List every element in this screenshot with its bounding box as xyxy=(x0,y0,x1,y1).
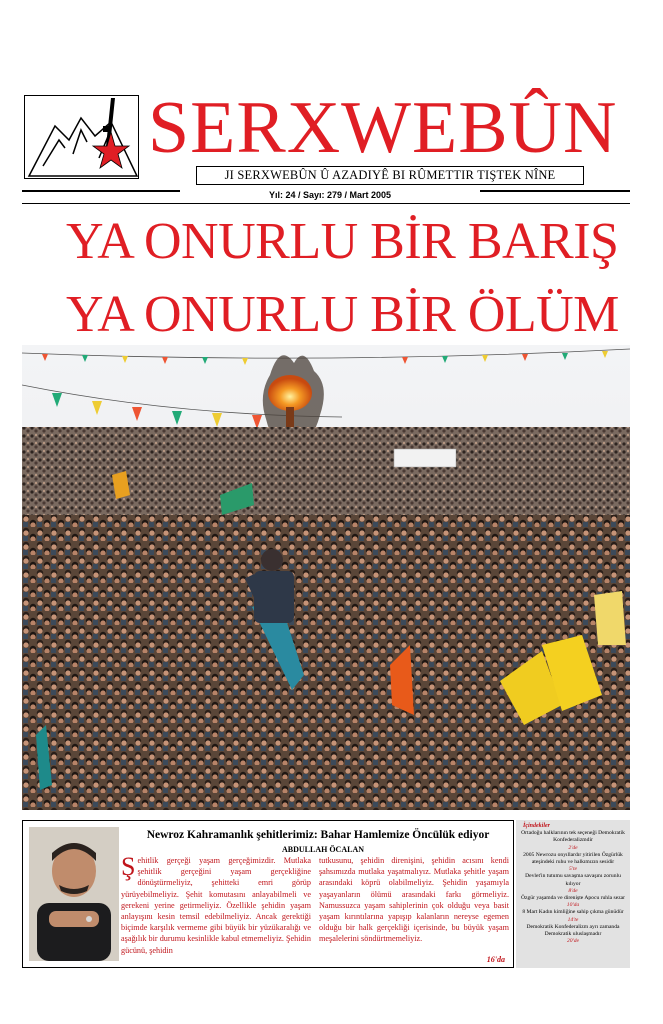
toc-item-text: Özgür yaşamda ve direnişte Apocu ruhla sezar xyxy=(520,895,626,902)
toc-item-text: Ortadoğu halklarının tek seçeneği Demokratik Konfederalizmdir xyxy=(521,830,625,844)
toc-item-page: 14'te xyxy=(567,916,579,923)
masthead-title: SERXWEBÛN xyxy=(148,87,618,169)
lead-article xyxy=(22,820,514,968)
article-text-2: tutkusunu, şehidin direnişini, şehidin acısını kendi şahsımızda mutlaka yaşatmalıyız. Mutlaka şehitle yaşam arasındaki köprü olabilmeliyiz. Şehidin yaşamıyla yaşayanların ölümü arasındaki farkı görmeliyiz. Namussuzca yaşam sahiplerinin çok olduğu veya basit yaşam kırıntılarına yapışıp kalanların nereyse egemen olduğu bir halk gerçekliği içerisinde, bu büyük yaşam meşalelerini söndürtmemeliyiz. xyxy=(319,856,509,944)
toc-item-page: 2'de xyxy=(568,844,578,851)
toc-item-page: 10'da xyxy=(566,902,580,909)
headline-line-1: YA ONURLU BİR BARIŞ xyxy=(66,213,619,270)
toc-item-page: 8'de xyxy=(568,887,578,894)
article-text-1: ehitlik gerçeği yaşam gerçeğimizdir. Mutlaka şehitlik gerçeğini yaşam gerçekliğine dönüştürmeliyiz, şehitteki emri görüp yürüyebilmeliyiz. Şehit komutasını anlayabilmeli ve gerekeni yerine getirmeliyiz. Özellikle şehidin yaşam anlayışını kesin temsil edebilmeliyiz. Ancak gerektiği biçimde karşılık vermeme gibi büyük bir yüzükaralığı ve aşağılık bir durumu kesinlikle kabul etmemeliyiz. Şehidin gücünü, şehidin xyxy=(121,856,311,955)
table-of-contents xyxy=(516,820,630,968)
article-author: ABDULLAH ÖCALAN xyxy=(281,845,364,854)
toc-item xyxy=(519,830,627,852)
article-dropcap: Ş xyxy=(121,855,136,881)
headline-line-2: YA ONURLU BİR ÖLÜM xyxy=(66,286,619,343)
toc-item-text: 8 Mart Kadın kimliğine sahip çıkma günüdür xyxy=(522,909,624,916)
newroz-crowd-photo xyxy=(22,345,630,810)
toc-item xyxy=(519,924,627,946)
toc-item-page: 20'de xyxy=(566,938,580,945)
toc-item-text: Devlet'in tutumu savaşma savaşını zorunlu kılıyor xyxy=(525,873,621,887)
toc-item xyxy=(519,852,627,874)
toc-item-text: Demokratik Konfederalizm ayrı zamanda Demokratik uluslaşmadır xyxy=(526,923,620,938)
article-title: Newroz Kahramanlık şehitlerimiz: Bahar Hamlemize Öncülük ediyor xyxy=(146,829,490,841)
issue-info: Yıl: 24 / Sayı: 279 / Mart 2005 xyxy=(180,189,480,203)
masthead-rule-bottom xyxy=(22,203,630,204)
toc-heading: İçindekiler xyxy=(523,823,550,829)
masthead-logo xyxy=(24,95,139,179)
mountain-star-rifle-logo-icon xyxy=(25,96,140,180)
masthead-tagline: JI SERXWEBÛN Û AZADIYÊ BI RÛMETTIR TIŞTEK NÎNE xyxy=(196,166,584,185)
toc-item xyxy=(519,909,627,923)
author-portrait xyxy=(29,827,119,961)
toc-item-text: 2005 Newrozu onyıllardır yitirilen Özgürlük ateşindeki ruhu ve halkımızın sesidir xyxy=(523,851,623,866)
article-body xyxy=(121,855,509,959)
toc-item xyxy=(519,873,627,895)
article-continued-page: 16'da xyxy=(486,955,505,964)
toc-item-page: 5'te xyxy=(568,866,578,873)
article-column-1 xyxy=(121,855,311,959)
article-column-2 xyxy=(319,855,509,959)
toc-item xyxy=(519,895,627,909)
